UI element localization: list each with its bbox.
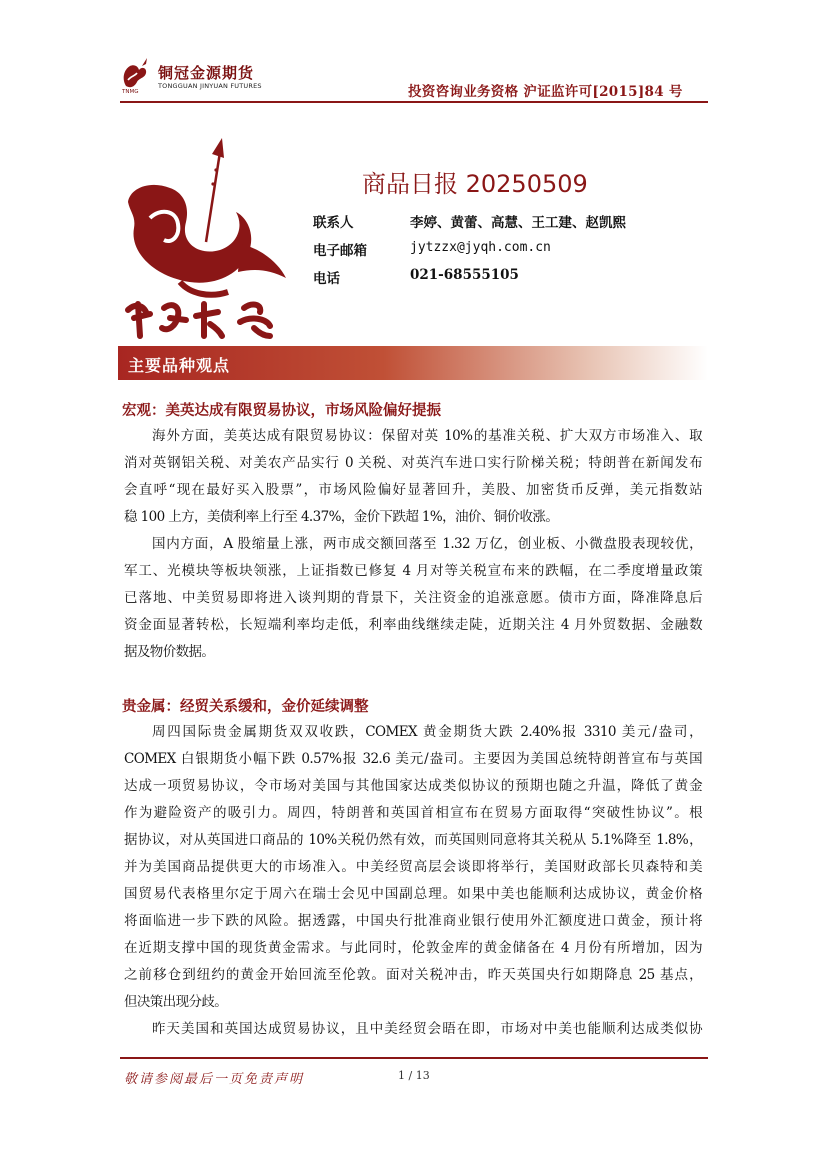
email-label: 电子邮箱 bbox=[313, 243, 367, 259]
page-number: 1 / 13 bbox=[398, 1069, 430, 1082]
header-divider bbox=[120, 101, 708, 103]
paragraph-line: 会直呼“现在最好买入股票”，市场风险偏好显著回升，美股、加密货币反弹，美元指数站 bbox=[124, 482, 702, 498]
paragraph-line: 资金面显著转松，长短端利率均走低，利率曲线继续走陡，近期关注 4 月外贸数据、金融数 bbox=[124, 617, 702, 633]
paragraph-line: 之前移仓到纽约的黄金开始回流至伦敦。面对关税冲击，昨天英国央行如期降息 25 基点， bbox=[124, 967, 702, 983]
paragraph-line: 据协议，对从英国进口商品的 10%关税仍然有效，而英国则同意将其关税从 5.1%降至 1.8%， bbox=[124, 832, 702, 848]
contact-label: 联系人 bbox=[313, 215, 354, 231]
paragraph-line: 据及物价数据。 bbox=[124, 644, 215, 660]
paragraph-line: 达成一项贸易协议，令市场对美国与其他国家达成类似协议的预期也随之升温，降低了黄金 bbox=[124, 778, 702, 794]
macro-heading: 宏观：美英达成有限贸易协议，市场风险偏好提振 bbox=[122, 403, 441, 419]
paragraph-line: 国内方面，A 股缩量上涨，两市成交额回落至 1.32 万亿，创业板、小微盘股表现较优， bbox=[152, 536, 702, 552]
footer-disclaimer: 敬请参阅最后一页免责声明 bbox=[124, 1072, 305, 1087]
precious-metals-heading: 贵金属：经贸关系缓和，金价延续调整 bbox=[122, 699, 369, 715]
brand-abbreviation: TNMG bbox=[122, 89, 139, 95]
brand-name-en: TONGGUAN JINYUAN FUTURES bbox=[158, 82, 262, 90]
brand-emblem-icon bbox=[120, 132, 300, 344]
paragraph-line: 军工、光模块等板块领涨，上证指数已修复 4 月对等关税宣布来的跌幅，在二季度增量政策 bbox=[124, 563, 702, 579]
paragraph-line: 但决策出现分歧。 bbox=[124, 994, 228, 1010]
company-logo-icon bbox=[120, 56, 152, 92]
paragraph-line: 并为美国商品提供更大的市场准入。中美经贸高层会谈即将举行，美国财政部长贝森特和美 bbox=[124, 859, 702, 875]
paragraph-line: 昨天美国和英国达成贸易协议，且中美经贸会晤在即，市场对中美也能顺利达成类似协 bbox=[152, 1021, 702, 1037]
paragraph-line: 稳 100 上方，美债利率上行至 4.37%，金价下跌超 1%，油价、铜价收涨。 bbox=[124, 509, 559, 525]
contact-names: 李婷、黄蕾、高慧、王工建、赵凯熙 bbox=[410, 215, 626, 231]
paragraph-line: 消对英钢铝关税、对美农产品实行 0 关税、对英汽车进口实行阶梯关税；特朗普在新闻发布 bbox=[124, 455, 702, 471]
paragraph-line: 海外方面，美英达成有限贸易协议：保留对英 10%的基准关税、扩大双方市场准入、取 bbox=[152, 428, 702, 444]
phone-label: 电话 bbox=[313, 271, 340, 287]
report-title: 商品日报 20250509 bbox=[362, 170, 588, 198]
footer-divider bbox=[120, 1057, 708, 1059]
email-value[interactable]: jytzzx@jyqh.com.cn bbox=[410, 240, 551, 255]
paragraph-line: 周四国际贵金属期货双双收跌，COMEX 黄金期货大跌 2.40%报 3310 美元/盎司， bbox=[152, 724, 702, 740]
section-title: 主要品种观点 bbox=[128, 356, 231, 375]
brand-name-cn: 铜冠金源期货 bbox=[158, 64, 255, 82]
paragraph-line: 作为避险资产的吸引力。周四，特朗普和英国首相宣布在贸易方面取得“突破性协议”。根 bbox=[124, 805, 702, 821]
paragraph-line: 将面临进一步下跌的风险。据透露，中国央行批准商业银行使用外汇额度进口黄金，预计将 bbox=[124, 913, 702, 929]
paragraph-line: COMEX 白银期货小幅下跌 0.57%报 32.6 美元/盎司。主要因为美国总统特朗普宣布与英国 bbox=[124, 751, 702, 767]
section-header bbox=[118, 346, 708, 380]
paragraph-line: 已落地、中美贸易即将进入谈判期的背景下，关注资金的追涨意愿。债市方面，降准降息后 bbox=[124, 590, 702, 606]
paragraph-line: 在近期支撑中国的现货黄金需求。与此同时，伦敦金库的黄金储备在 4 月份有所增加，因为 bbox=[124, 940, 702, 956]
license-text: 投资咨询业务资格 沪证监许可[2015]84 号 bbox=[408, 84, 683, 100]
paragraph-line: 国贸易代表格里尔定于周六在瑞士会见中国副总理。如果中美也能顺利达成协议，黄金价格 bbox=[124, 886, 702, 902]
phone-value: 021-68555105 bbox=[410, 267, 519, 283]
